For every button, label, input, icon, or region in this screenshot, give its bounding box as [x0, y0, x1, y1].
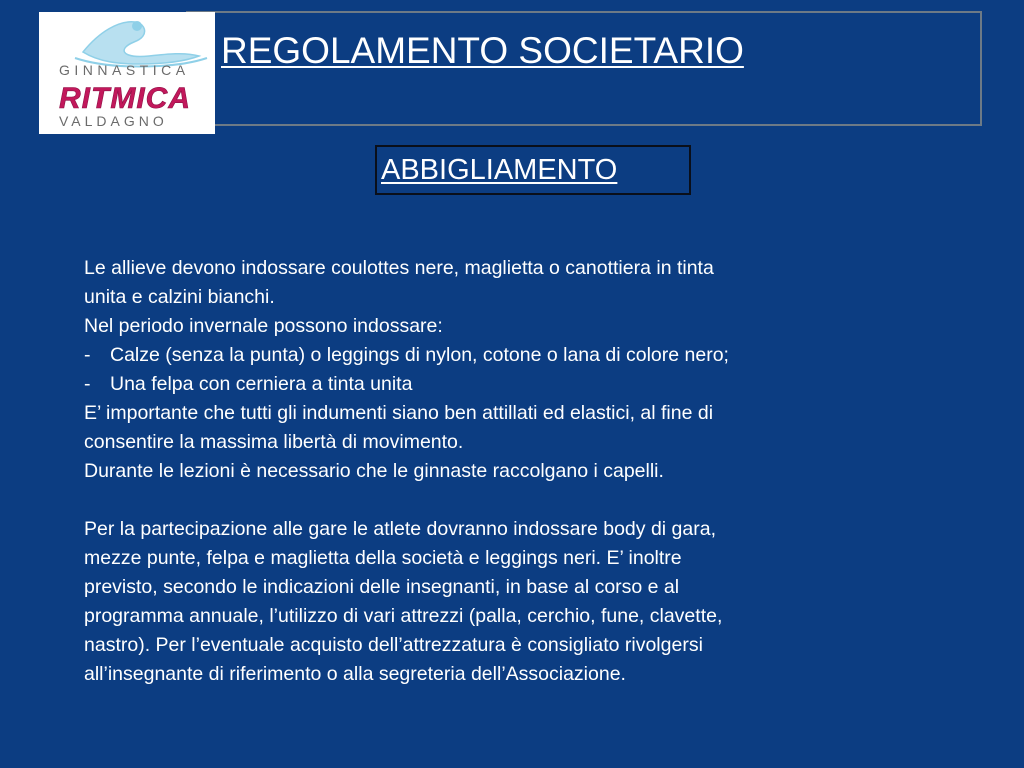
text-line: Per la partecipazione alle gare le atlete dovranno indossare body di gara, [84, 518, 716, 540]
paragraph-2 [84, 399, 884, 486]
text-line: Nel periodo invernale possono indossare: [84, 315, 443, 337]
section-heading: ABBIGLIAMENTO [381, 154, 618, 186]
gymnast-head-icon [132, 21, 142, 31]
list-item-text: Calze (senza la punta) o leggings di nylon, cotone o lana di colore nero; [110, 344, 729, 366]
gymnast-logo-graphic [39, 12, 215, 134]
text-line: previsto, secondo le indicazioni delle insegnanti, in base al corso e al [84, 576, 680, 598]
text-line: all’insegnante di riferimento o alla segreteria dell’Associazione. [84, 663, 626, 685]
logo-line-1: GINNASTICA [59, 62, 190, 78]
text-line: Durante le lezioni è necessario che le ginnaste raccolgano i capelli. [84, 460, 664, 482]
club-logo [39, 12, 215, 134]
logo-line-2: RITMICA [59, 82, 191, 115]
list-item-text: Una felpa con cerniera a tinta unita [110, 373, 413, 395]
page-title: REGOLAMENTO SOCIETARIO [221, 30, 744, 71]
text-line: consentire la massima libertà di movimento. [84, 431, 464, 453]
text-line: nastro). Per l’eventuale acquisto dell’attrezzatura è consigliato rivolgersi [84, 634, 703, 656]
regulation-body [84, 254, 884, 689]
bullet-marker: - [84, 344, 91, 366]
paragraph-spacer [84, 486, 884, 515]
logo-line-3: VALDAGNO [59, 113, 168, 129]
list-item [84, 370, 884, 399]
bullet-marker: - [84, 373, 91, 395]
paragraph-1 [84, 254, 884, 341]
text-line: E’ importante che tutti gli indumenti siano ben attillati ed elastici, al fine di [84, 402, 714, 424]
text-line: Le allieve devono indossare coulottes nere, maglietta o canottiera in tinta [84, 257, 714, 279]
paragraph-3 [84, 515, 884, 689]
bullet-list [84, 341, 884, 399]
text-line: unita e calzini bianchi. [84, 286, 275, 308]
text-line: programma annuale, l’utilizzo di vari attrezzi (palla, cerchio, fune, clavette, [84, 605, 723, 627]
text-line: mezze punte, felpa e maglietta della società e leggings neri. E’ inoltre [84, 547, 682, 569]
list-item [84, 341, 884, 370]
